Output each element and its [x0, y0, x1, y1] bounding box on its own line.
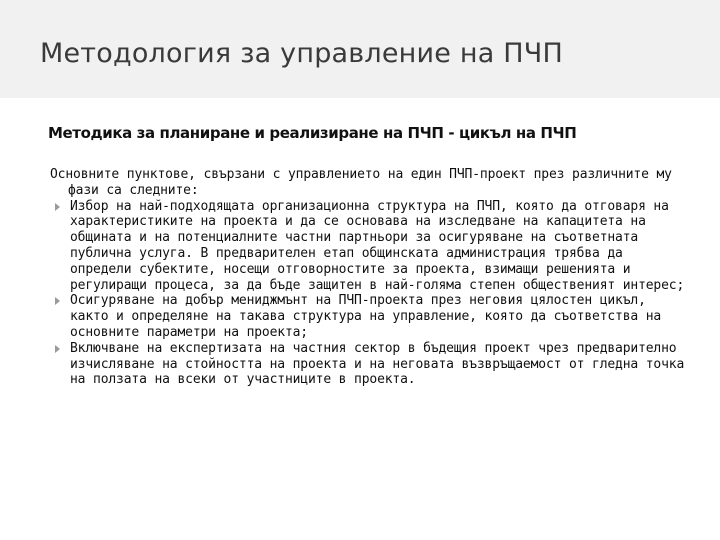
bullet-item: [50, 341, 690, 388]
slide-subtitle: Методика за планиране и реализиране на ПЧП - цикъл на ПЧП: [48, 124, 577, 142]
bullet-item: [50, 199, 690, 294]
intro-paragraph: Основните пунктове, свързани с управлението на един ПЧП-проект през различните му фази са следните:: [50, 167, 672, 198]
bullet-text: Включване на експертизата на частния сектор в бъдещия проект чрез предварително изчисляване на стойността на проекта и на неговата възвръщаемост от гледна точка на ползата на всеки от участниците в проекта.: [70, 340, 685, 388]
triangle-bullet-icon: [55, 203, 60, 211]
bullet-text: Избор на най-подходящата организационна структура на ПЧП, която да отговаря на характеристиките на проекта и да се основава на изследване на капацитета на общината и на потенциалните частни партньори за осигуряване на съответната публична услуга. В предварителен етап общинската администрация трябва да определи субектите, носещи отговорностите за проекта, взимащи решенията и регулиращи процеса, за да бъде защитен в най-голяма степен общественият интерес;: [70, 198, 685, 293]
triangle-bullet-icon: [55, 345, 60, 353]
bullet-text: Осигуряване на добър мениджмънт на ПЧП-проекта през неговия цялостен цикъл, както и определяне на такава структура на управление, която да съответства на основните параметри на проекта;: [70, 293, 662, 340]
triangle-bullet-icon: [55, 297, 60, 305]
slide-title: Методология за управление на ПЧП: [40, 38, 563, 69]
bullet-list: [50, 199, 690, 389]
bullet-item: [50, 293, 690, 340]
body-text: [50, 167, 690, 388]
